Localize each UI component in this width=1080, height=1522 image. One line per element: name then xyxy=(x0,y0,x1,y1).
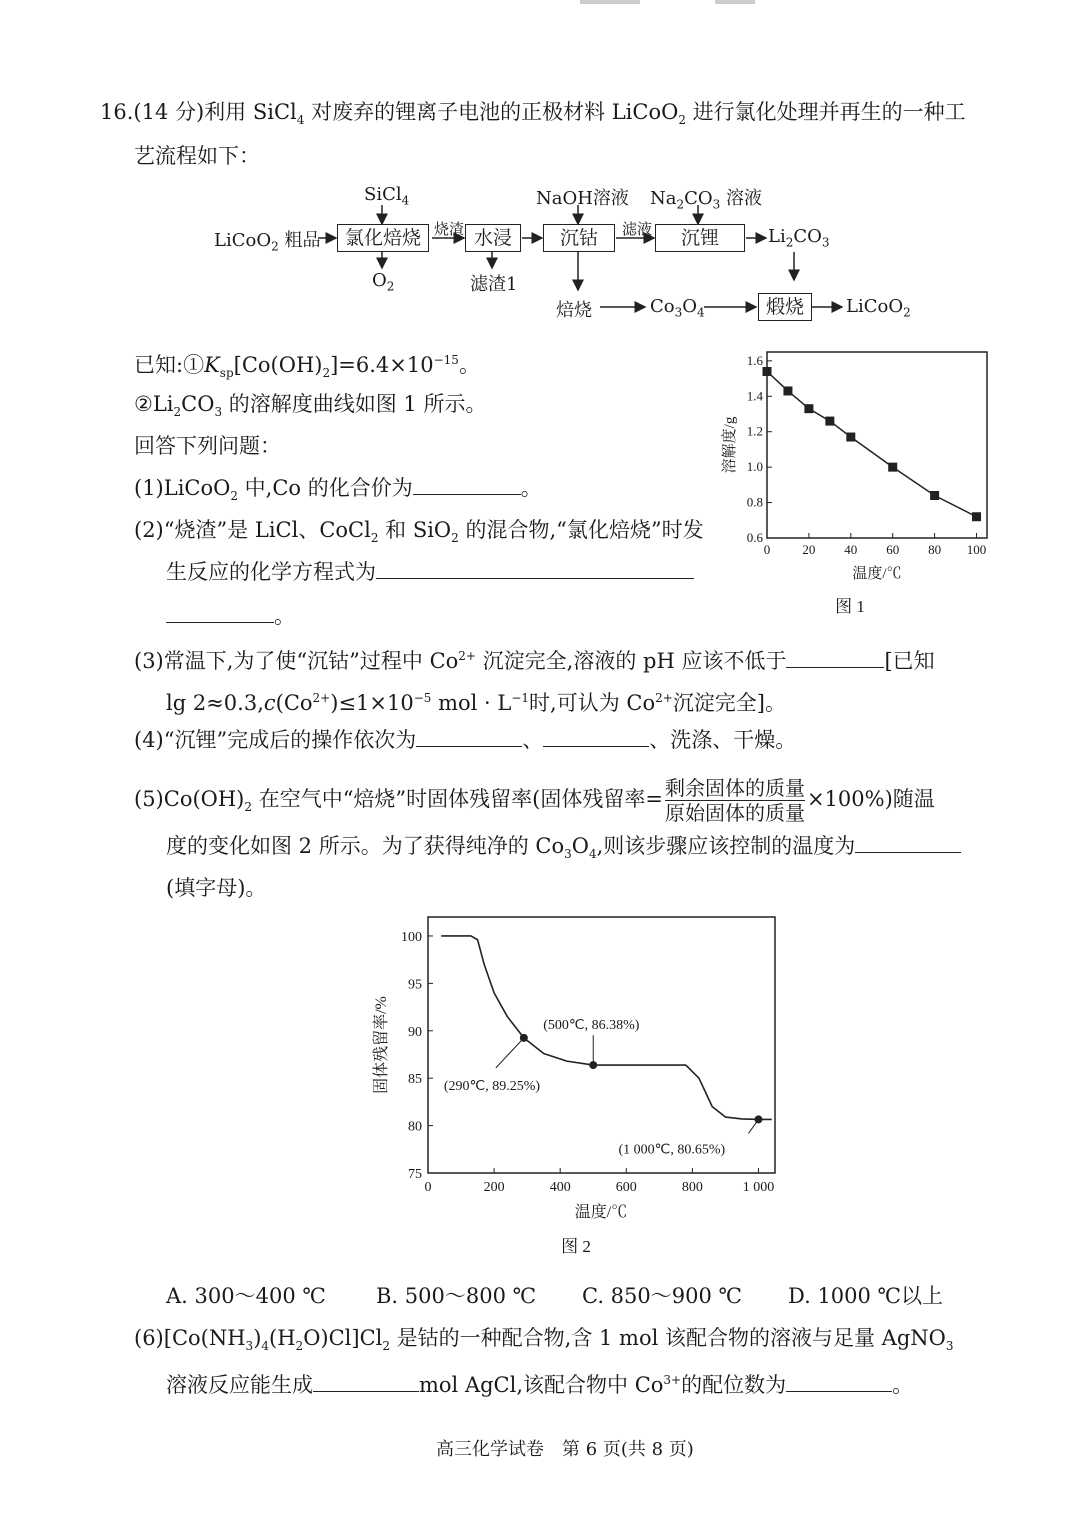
y-tick-label: 75 xyxy=(408,1167,422,1182)
co3o4-intermediate: $Co_3O_4$ xyxy=(650,296,705,320)
question-6: $(6)[Co(NH_3)_4(H_2O)Cl]Cl_2$ 是钴的一种配合物,含 1 mol 该配合物的溶液与足量 AgNO$_3$ xyxy=(134,1326,954,1354)
x-tick-label: 800 xyxy=(681,1180,703,1195)
question-header-line2: 艺流程如下： xyxy=(134,144,260,168)
answer-blank[interactable] xyxy=(416,726,522,747)
lithium-precipitation-box: 沉锂 xyxy=(655,224,745,252)
y-tick-label: 1.6 xyxy=(746,352,763,368)
figure-1-solubility-chart xyxy=(712,340,1002,630)
x-axis-label: 温度/℃ xyxy=(852,566,902,582)
y-axis-label: 溶解度/g xyxy=(722,416,738,474)
flow-arrows xyxy=(0,0,1080,340)
question-5-line2: 度的变化如图 2 所示。为了获得纯净的 $Co_3O_4$,则该步骤应该控制的温度为 xyxy=(166,832,961,868)
data-point xyxy=(763,367,772,376)
leader-line xyxy=(496,1038,524,1068)
data-point xyxy=(972,512,981,521)
question-5-line3: (填字母)。 xyxy=(166,876,267,900)
calcination-box: 煅烧 xyxy=(758,293,812,321)
residue-rate-fraction: $\frac{\text{剩余固体的质量}}{\text{原始固体的质量}}$ xyxy=(664,776,805,825)
water-leach-box: 水浸 xyxy=(465,224,521,252)
y-tick-label: 95 xyxy=(408,977,422,993)
y-tick-label: 0.8 xyxy=(746,494,763,510)
point-annotation: (1 000℃, 80.65%) xyxy=(618,1142,726,1158)
question-3-line2: $\lg 2\approx 0.3,c(Co^{2+})\le 1\times 10^{-5}$ mol · $L^{-1}$时,可认为 $Co^{2+}$沉淀完全]。 xyxy=(166,691,787,715)
question-1: (1)LiCoO$_2$ 中,Co 的化合价为 。 xyxy=(134,476,542,504)
answer-blank[interactable] xyxy=(543,726,649,747)
x-tick-label: 60 xyxy=(886,542,900,557)
leader-line xyxy=(748,1119,758,1133)
figure-caption: 图 2 xyxy=(561,1237,591,1256)
o2-output: $O_2$ xyxy=(372,270,395,294)
answer-prompt: 回答下列问题： xyxy=(134,434,281,458)
filtrate-label: 滤液 xyxy=(622,220,653,238)
x-tick-label: 100 xyxy=(966,542,987,557)
data-point xyxy=(825,417,834,426)
answer-blank[interactable] xyxy=(786,647,884,668)
plot-frame xyxy=(428,917,775,1173)
y-tick-label: 80 xyxy=(408,1119,422,1135)
licoo2-crude: LiCoO$_2$ 粗品 xyxy=(214,230,321,254)
x-tick-label: 0 xyxy=(763,542,771,557)
x-tick-label: 0 xyxy=(424,1180,432,1195)
question-3: (3)常温下,为了使“沉钴”过程中 $Co^{2+}$ 沉淀完全,溶液的 pH 应该不低于 [已知 xyxy=(134,649,935,673)
y-tick-label: 90 xyxy=(408,1024,422,1040)
x-tick-label: 1 000 xyxy=(742,1180,775,1195)
x-tick-label: 80 xyxy=(928,542,942,557)
licoo2-product: LiCoO$_2$ xyxy=(846,296,911,320)
x-tick-label: 200 xyxy=(483,1180,505,1195)
x-tick-label: 400 xyxy=(549,1180,571,1195)
option-c[interactable]: C. 850～900 ℃ xyxy=(582,1284,743,1308)
chlorination-roasting-box: 氯化焙烧 xyxy=(337,224,429,252)
x-tick-label: 40 xyxy=(844,542,858,557)
data-point xyxy=(930,491,939,500)
residue-output: 滤渣1 xyxy=(470,274,518,295)
y-tick-label: 1.2 xyxy=(746,423,763,439)
answer-blank[interactable] xyxy=(786,1371,892,1392)
known-solubility: $②Li_2CO_3$ 的溶解度曲线如图 1 所示。 xyxy=(134,392,487,420)
x-tick-label: 600 xyxy=(615,1180,637,1195)
data-point xyxy=(783,386,792,395)
solubility-curve xyxy=(767,371,977,516)
answer-blank[interactable] xyxy=(855,832,961,853)
roast-step: 焙烧 xyxy=(556,300,592,321)
slag-label: 烧渣 xyxy=(434,220,465,238)
question-2-line3: 。 xyxy=(166,602,295,630)
data-point xyxy=(846,433,855,442)
page-footer: 高三化学试卷 第 6 页(共 8 页) xyxy=(436,1439,694,1460)
figure-caption: 图 1 xyxy=(835,597,865,616)
data-point xyxy=(888,463,897,472)
point-annotation: (290℃, 89.25%) xyxy=(443,1078,541,1094)
answer-blank[interactable] xyxy=(313,1371,419,1392)
question-2: (2)“烧渣”是 LiCl、CoCl$_2$ 和 SiO$_2$ 的混合物,“氯化焙烧”时发 xyxy=(134,518,704,546)
option-d[interactable]: D. 1000 ℃以上 xyxy=(788,1284,944,1308)
plot-frame xyxy=(767,352,987,538)
data-point xyxy=(804,404,813,413)
x-axis-label: 温度/℃ xyxy=(574,1204,628,1221)
na2co3-reagent: $Na_2CO_3$ 溶液 xyxy=(650,188,763,212)
sicl4-reagent: SiCl$_4$ xyxy=(364,184,410,208)
y-tick-label: 85 xyxy=(408,1072,422,1088)
y-axis-label: 固体残留率/% xyxy=(373,996,390,1094)
option-a[interactable]: A. 300～400 ℃ xyxy=(166,1284,326,1308)
x-tick-label: 20 xyxy=(802,542,816,557)
answer-blank[interactable] xyxy=(376,558,694,579)
naoh-reagent: NaOH溶液 xyxy=(536,188,629,209)
answer-blank[interactable] xyxy=(413,474,521,495)
cobalt-precipitation-box: 沉钴 xyxy=(543,224,615,252)
li2co3-product: $Li_2CO_3$ xyxy=(768,226,830,250)
figure-2-residue-chart xyxy=(360,905,800,1265)
option-b[interactable]: B. 500～800 ℃ xyxy=(376,1284,537,1308)
y-tick-label: 0.6 xyxy=(746,530,763,545)
answer-blank[interactable] xyxy=(166,602,274,623)
y-tick-label: 1.4 xyxy=(746,388,763,404)
known-ksp: 已知$:①K_{sp}[Co(OH)_2]=6.4\times 10^{-15}$。 xyxy=(134,353,480,381)
question-header: 16.(14 分)利用 SiCl$_4$ 对废弃的锂离子电池的正极材料 LiCoO$_2$ 进行氯化处理并再生的一种工 xyxy=(100,100,966,128)
question-2-line2: 生反应的化学方程式为 xyxy=(166,558,694,586)
point-annotation: (500℃, 86.38%) xyxy=(543,1018,640,1034)
y-tick-label: 1.0 xyxy=(746,459,763,475)
question-5: $(5)Co(OH)_2$ 在空气中“焙烧”时固体残留率(固体残留率= $\frac{\text{剩余固体的质量}}{\text{原始固体的质量}}$ ×100%)随温 xyxy=(134,776,935,825)
question-4: (4)“沉锂”完成后的操作依次为 、 、洗涤、干燥。 xyxy=(134,728,797,752)
y-tick-label: 100 xyxy=(401,929,422,945)
question-6-line2: 溶液反应能生成 mol AgCl,该配合物中 $Co^{3+}$的配位数为 。 xyxy=(166,1373,914,1397)
